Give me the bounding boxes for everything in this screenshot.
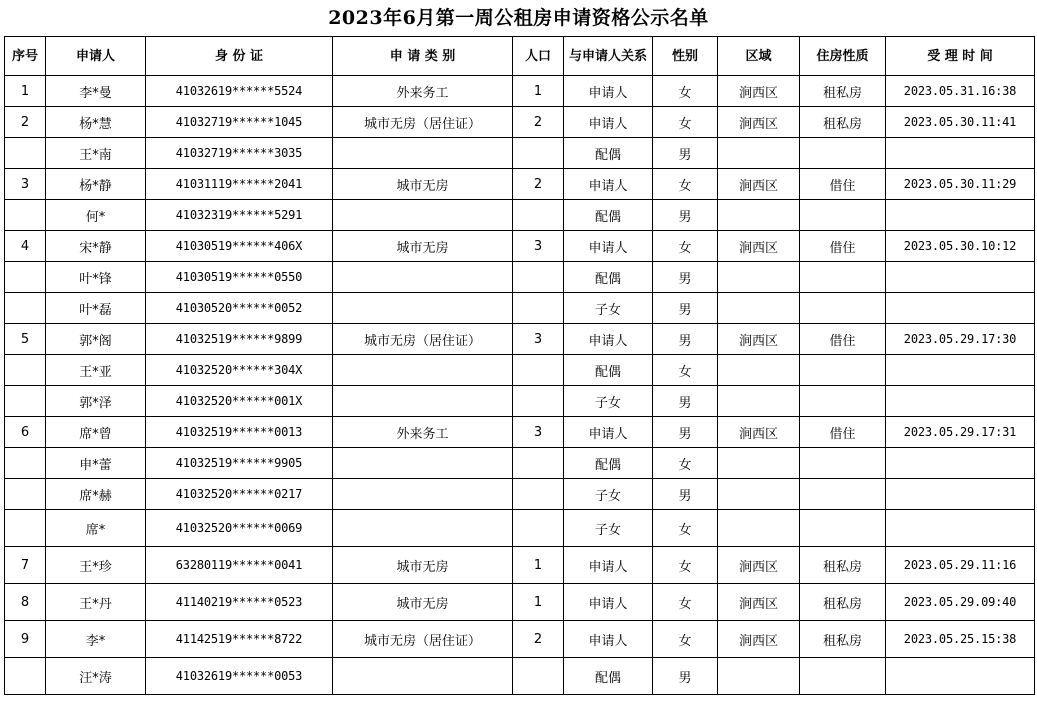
cell-id-card: 41032520******0069 <box>146 510 333 547</box>
header-category: 申 请 类 别 <box>333 37 513 76</box>
cell-gender: 女 <box>653 231 718 262</box>
cell-time <box>886 386 1035 417</box>
cell-population <box>513 293 564 324</box>
cell-id-card: 41030519******406X <box>146 231 333 262</box>
cell-gender: 男 <box>653 658 718 695</box>
cell-gender: 女 <box>653 584 718 621</box>
cell-category: 城市无房（居住证） <box>333 324 513 355</box>
cell-time: 2023.05.30.10:12 <box>886 231 1035 262</box>
cell-applicant: 席*曾 <box>46 417 146 448</box>
cell-housing <box>800 448 886 479</box>
cell-category <box>333 510 513 547</box>
cell-category: 外来务工 <box>333 417 513 448</box>
cell-time <box>886 448 1035 479</box>
cell-gender: 女 <box>653 76 718 107</box>
cell-gender: 男 <box>653 386 718 417</box>
cell-area: 涧西区 <box>718 169 800 200</box>
cell-seq: 8 <box>5 584 46 621</box>
cell-housing <box>800 386 886 417</box>
cell-applicant: 李* <box>46 621 146 658</box>
table-body <box>5 76 1035 695</box>
cell-population <box>513 479 564 510</box>
cell-housing <box>800 138 886 169</box>
cell-area: 涧西区 <box>718 231 800 262</box>
cell-population: 1 <box>513 76 564 107</box>
table-row <box>5 76 1035 107</box>
cell-applicant: 汪*涛 <box>46 658 146 695</box>
cell-id-card: 41032520******304X <box>146 355 333 386</box>
cell-id-card: 41032719******3035 <box>146 138 333 169</box>
cell-seq: 2 <box>5 107 46 138</box>
cell-id-card: 41032619******0053 <box>146 658 333 695</box>
header-area: 区域 <box>718 37 800 76</box>
cell-seq <box>5 293 46 324</box>
cell-gender: 女 <box>653 448 718 479</box>
cell-id-card: 41030519******0550 <box>146 262 333 293</box>
cell-category <box>333 355 513 386</box>
cell-relation: 子女 <box>564 479 653 510</box>
table-row <box>5 658 1035 695</box>
cell-housing <box>800 293 886 324</box>
cell-housing <box>800 510 886 547</box>
cell-population: 1 <box>513 547 564 584</box>
cell-relation: 子女 <box>564 510 653 547</box>
cell-category: 城市无房 <box>333 547 513 584</box>
table-row <box>5 386 1035 417</box>
cell-gender: 男 <box>653 293 718 324</box>
table-row <box>5 262 1035 293</box>
table-row <box>5 138 1035 169</box>
cell-id-card: 41031119******2041 <box>146 169 333 200</box>
cell-population <box>513 138 564 169</box>
cell-area: 涧西区 <box>718 547 800 584</box>
table-row <box>5 547 1035 584</box>
cell-id-card: 41030520******0052 <box>146 293 333 324</box>
header-housing: 住房性质 <box>800 37 886 76</box>
cell-relation: 申请人 <box>564 107 653 138</box>
cell-gender: 女 <box>653 107 718 138</box>
cell-time <box>886 200 1035 231</box>
cell-seq <box>5 448 46 479</box>
cell-category: 城市无房 <box>333 169 513 200</box>
cell-seq <box>5 355 46 386</box>
header-row <box>5 37 1035 76</box>
cell-category <box>333 200 513 231</box>
cell-population: 2 <box>513 621 564 658</box>
cell-id-card: 41032519******0013 <box>146 417 333 448</box>
cell-seq <box>5 658 46 695</box>
cell-category <box>333 293 513 324</box>
cell-id-card: 41032520******0217 <box>146 479 333 510</box>
cell-gender: 男 <box>653 324 718 355</box>
cell-seq <box>5 262 46 293</box>
cell-relation: 申请人 <box>564 324 653 355</box>
cell-housing <box>800 355 886 386</box>
cell-applicant: 王*丹 <box>46 584 146 621</box>
table-row <box>5 355 1035 386</box>
cell-area <box>718 510 800 547</box>
cell-area <box>718 262 800 293</box>
cell-relation: 配偶 <box>564 448 653 479</box>
table-row <box>5 169 1035 200</box>
cell-area <box>718 200 800 231</box>
cell-relation: 配偶 <box>564 200 653 231</box>
cell-relation: 配偶 <box>564 138 653 169</box>
cell-seq <box>5 386 46 417</box>
cell-category <box>333 386 513 417</box>
cell-applicant: 杨*静 <box>46 169 146 200</box>
cell-gender: 男 <box>653 138 718 169</box>
cell-relation: 申请人 <box>564 547 653 584</box>
cell-applicant: 叶*磊 <box>46 293 146 324</box>
cell-category: 城市无房 <box>333 584 513 621</box>
cell-time: 2023.05.29.17:30 <box>886 324 1035 355</box>
cell-relation: 子女 <box>564 386 653 417</box>
cell-relation: 子女 <box>564 293 653 324</box>
header-time: 受 理 时 间 <box>886 37 1035 76</box>
table-row <box>5 510 1035 547</box>
cell-gender: 女 <box>653 547 718 584</box>
cell-seq <box>5 200 46 231</box>
cell-seq <box>5 479 46 510</box>
cell-time <box>886 138 1035 169</box>
cell-seq: 5 <box>5 324 46 355</box>
cell-area <box>718 479 800 510</box>
cell-relation: 申请人 <box>564 231 653 262</box>
cell-applicant: 申*蕾 <box>46 448 146 479</box>
table-row <box>5 417 1035 448</box>
cell-population: 3 <box>513 231 564 262</box>
cell-relation: 配偶 <box>564 355 653 386</box>
header-gender: 性别 <box>653 37 718 76</box>
header-applicant: 申请人 <box>46 37 146 76</box>
cell-seq <box>5 510 46 547</box>
cell-applicant: 王*亚 <box>46 355 146 386</box>
cell-category <box>333 138 513 169</box>
cell-area <box>718 355 800 386</box>
cell-time: 2023.05.29.17:31 <box>886 417 1035 448</box>
cell-population <box>513 510 564 547</box>
applicant-table <box>4 36 1035 695</box>
cell-gender: 女 <box>653 510 718 547</box>
cell-housing: 租私房 <box>800 584 886 621</box>
cell-time: 2023.05.29.09:40 <box>886 584 1035 621</box>
cell-housing <box>800 658 886 695</box>
cell-relation: 申请人 <box>564 621 653 658</box>
cell-area <box>718 448 800 479</box>
header-seq: 序号 <box>5 37 46 76</box>
cell-relation: 申请人 <box>564 76 653 107</box>
cell-seq: 9 <box>5 621 46 658</box>
cell-housing: 租私房 <box>800 621 886 658</box>
cell-category: 城市无房（居住证） <box>333 621 513 658</box>
cell-time: 2023.05.30.11:41 <box>886 107 1035 138</box>
cell-population <box>513 448 564 479</box>
cell-time <box>886 510 1035 547</box>
document-title: 2023年6月第一周公租房申请资格公示名单 <box>328 7 709 29</box>
cell-applicant: 郭*泽 <box>46 386 146 417</box>
cell-applicant: 杨*慧 <box>46 107 146 138</box>
cell-id-card: 41032519******9905 <box>146 448 333 479</box>
cell-population: 3 <box>513 324 564 355</box>
cell-area <box>718 293 800 324</box>
cell-population: 3 <box>513 417 564 448</box>
cell-category <box>333 262 513 293</box>
cell-id-card: 41032619******5524 <box>146 76 333 107</box>
cell-id-card: 41032719******1045 <box>146 107 333 138</box>
cell-time: 2023.05.30.11:29 <box>886 169 1035 200</box>
cell-id-card: 41142519******8722 <box>146 621 333 658</box>
cell-seq: 4 <box>5 231 46 262</box>
cell-gender: 男 <box>653 417 718 448</box>
cell-relation: 配偶 <box>564 262 653 293</box>
cell-housing: 租私房 <box>800 76 886 107</box>
header-population: 人口 <box>513 37 564 76</box>
cell-time <box>886 355 1035 386</box>
cell-housing <box>800 479 886 510</box>
cell-area <box>718 386 800 417</box>
cell-applicant: 席*赫 <box>46 479 146 510</box>
cell-population: 2 <box>513 107 564 138</box>
cell-population <box>513 262 564 293</box>
cell-housing: 借住 <box>800 324 886 355</box>
cell-seq: 3 <box>5 169 46 200</box>
cell-relation: 申请人 <box>564 417 653 448</box>
table-row <box>5 231 1035 262</box>
cell-area: 涧西区 <box>718 621 800 658</box>
cell-time: 2023.05.29.11:16 <box>886 547 1035 584</box>
cell-gender: 男 <box>653 479 718 510</box>
cell-category <box>333 448 513 479</box>
cell-housing: 借住 <box>800 417 886 448</box>
cell-housing: 借住 <box>800 169 886 200</box>
cell-seq: 1 <box>5 76 46 107</box>
cell-population <box>513 658 564 695</box>
cell-relation: 申请人 <box>564 169 653 200</box>
cell-population <box>513 386 564 417</box>
cell-id-card: 41032520******001X <box>146 386 333 417</box>
cell-population: 1 <box>513 584 564 621</box>
cell-time <box>886 293 1035 324</box>
table-row <box>5 621 1035 658</box>
cell-id-card: 41140219******0523 <box>146 584 333 621</box>
cell-area: 涧西区 <box>718 76 800 107</box>
cell-applicant: 郭*阁 <box>46 324 146 355</box>
table-row <box>5 448 1035 479</box>
cell-category: 城市无房 <box>333 231 513 262</box>
table-row <box>5 324 1035 355</box>
cell-area <box>718 658 800 695</box>
cell-relation: 配偶 <box>564 658 653 695</box>
cell-gender: 男 <box>653 262 718 293</box>
cell-category <box>333 479 513 510</box>
cell-housing: 借住 <box>800 231 886 262</box>
cell-time: 2023.05.31.16:38 <box>886 76 1035 107</box>
cell-applicant: 李*曼 <box>46 76 146 107</box>
cell-seq <box>5 138 46 169</box>
cell-time: 2023.05.25.15:38 <box>886 621 1035 658</box>
cell-housing <box>800 262 886 293</box>
cell-gender: 女 <box>653 621 718 658</box>
cell-population <box>513 355 564 386</box>
header-relation: 与申请人关系 <box>564 37 653 76</box>
cell-applicant: 王*南 <box>46 138 146 169</box>
cell-applicant: 叶*锋 <box>46 262 146 293</box>
table-row <box>5 200 1035 231</box>
cell-category: 外来务工 <box>333 76 513 107</box>
cell-time <box>886 658 1035 695</box>
cell-id-card: 63280119******0041 <box>146 547 333 584</box>
cell-id-card: 41032519******9899 <box>146 324 333 355</box>
cell-id-card: 41032319******5291 <box>146 200 333 231</box>
header-id-card: 身 份 证 <box>146 37 333 76</box>
cell-gender: 女 <box>653 169 718 200</box>
cell-area: 涧西区 <box>718 107 800 138</box>
cell-seq: 7 <box>5 547 46 584</box>
cell-relation: 申请人 <box>564 584 653 621</box>
cell-population <box>513 200 564 231</box>
cell-time <box>886 262 1035 293</box>
cell-time <box>886 479 1035 510</box>
cell-category <box>333 658 513 695</box>
cell-applicant: 何* <box>46 200 146 231</box>
cell-housing: 租私房 <box>800 547 886 584</box>
cell-applicant: 王*珍 <box>46 547 146 584</box>
cell-housing <box>800 200 886 231</box>
table-row <box>5 584 1035 621</box>
cell-area: 涧西区 <box>718 417 800 448</box>
cell-gender: 男 <box>653 200 718 231</box>
cell-category: 城市无房（居住证） <box>333 107 513 138</box>
cell-area: 涧西区 <box>718 584 800 621</box>
table-row <box>5 293 1035 324</box>
cell-gender: 女 <box>653 355 718 386</box>
cell-population: 2 <box>513 169 564 200</box>
cell-applicant: 席* <box>46 510 146 547</box>
cell-applicant: 宋*静 <box>46 231 146 262</box>
cell-housing: 租私房 <box>800 107 886 138</box>
cell-seq: 6 <box>5 417 46 448</box>
cell-area <box>718 138 800 169</box>
table-row <box>5 107 1035 138</box>
cell-area: 涧西区 <box>718 324 800 355</box>
table-row <box>5 479 1035 510</box>
